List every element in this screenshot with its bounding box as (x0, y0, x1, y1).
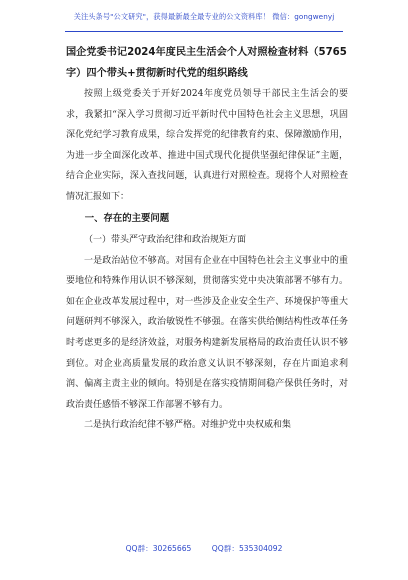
header-banner: 关注头条号"公文研究"，获得最新最全最专业的公文资料库！ 微信：gongwenyj (73, 12, 335, 21)
section-heading: 一、存在的主要问题 (84, 212, 170, 224)
footer-qq-group-2: QQ群：535304092 (211, 544, 283, 553)
body-paragraph: 一是政治站位不够高。对国有企业在中国特色社会主义事业中的重要地位和特殊作用认识不够深刻，贯彻落实党中央决策部署不够有力。如在企业改革发展过程中，对一些涉及企业安全生产、环境保护等重大问题研判不够深入，政治敏锐性不够强。在落实供给侧结构性改革任务时考虑更多的是经济效益，对服务构建新发展格局的政治责任认识不够到位。对企业高质量发展的政治意义认识不够深刻，存在片面追求利润、偏离主责主业的倾向。特别是在落实疫情期间稳产保供任务时，对政治责任感悟不够深工作部署不够有力。 (66, 255, 348, 410)
body-paragraph: 二是执行政治纪律不够严格。对维护党中央权威和集 (84, 420, 292, 431)
intro-paragraph: 按照上级党委关于开好2024年度党员领导干部民主生活会的要求，我紧扣“深入学习贯彻习近平新时代中国特色社会主义思想，巩固深化党纪学习教育成果，综合发挥党的纪律教育约束、保障激励作用，为进一步全面深化改革、推进中国式现代化提供坚强纪律保证”主题，结合企业实际，深入查找问题，认真进行对照检查。现将个人对照检查情况汇报如下： (66, 89, 348, 202)
header-divider (65, 31, 343, 32)
footer-qq-group-1: QQ群：30265665 (125, 544, 192, 553)
footer-contact (0, 543, 408, 554)
document-title: 国企党委书记2024年度民主生活会个人对照检查材料（5765字）四个带头+贯彻新时代党的组织路线 (66, 47, 347, 79)
document-body (66, 42, 348, 436)
subsection-heading: （一）带头严守政治纪律和政治规矩方面 (84, 234, 247, 245)
